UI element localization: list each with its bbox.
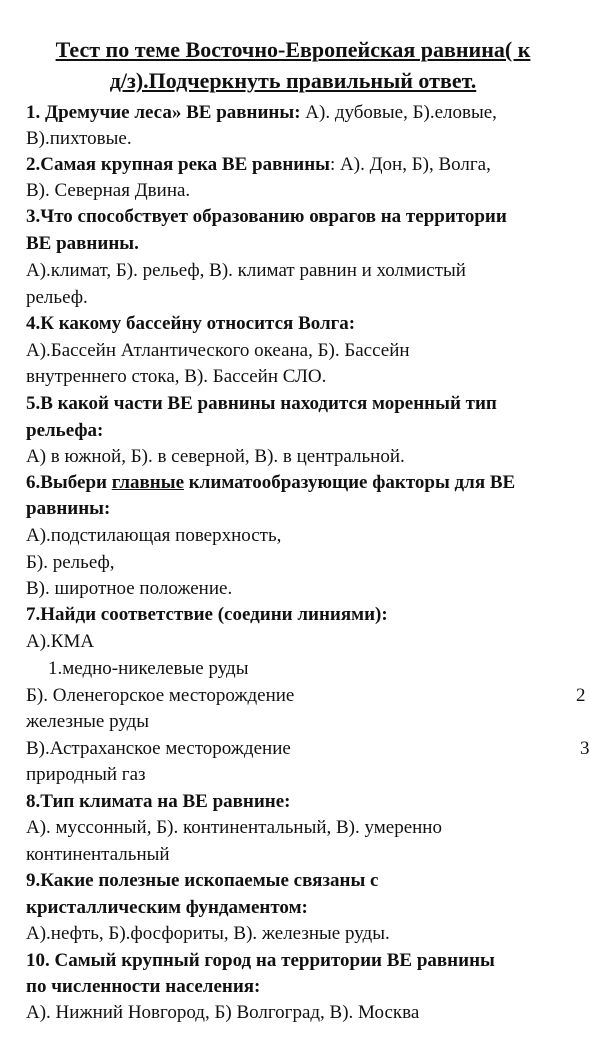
question-6-text-start: 6.Выбери [26, 472, 112, 493]
question-9-text-line-1: 9.Какие полезные ископаемые связаны с [26, 870, 379, 891]
question-2-answers-part-2: В). Северная Двина. [26, 180, 191, 201]
question-7-right-3-text: природный газ [26, 764, 146, 785]
question-1-answers-part-2: В).пихтовые. [26, 128, 132, 149]
question-1-line [26, 101, 497, 125]
question-6-underlined-word: главные [111, 472, 185, 493]
question-10-text-line-1: 10. Самый крупный город на территории ВЕ равнины [26, 950, 495, 971]
question-9-text-line-2: кристаллическим фундаментом: [26, 897, 308, 918]
question-1-answers-part-1: А). дубовые, Б).еловые, [300, 102, 497, 123]
title-line-2: д/з).Подчеркнуть правильный ответ. [109, 68, 477, 93]
question-7-right-2-text: железные руды [26, 711, 150, 732]
question-6-answer-a: А).подстилающая поверхность, [26, 525, 282, 546]
question-9-answers: А).нефть, Б).фосфориты, В). железные руды. [26, 923, 390, 944]
question-2-line [26, 153, 491, 177]
question-8-answers-part-1: А). муссонный, Б). континентальный, В). умеренно [26, 817, 442, 838]
question-7-left-b: Б). Оленегорское месторождение [26, 685, 295, 706]
title-line-1: Тест по теме Восточно-Европейская равнина( к [55, 37, 531, 62]
question-6-answer-c: В). широтное положение. [26, 578, 233, 599]
question-1-text: 1. Дремучие леса» ВЕ равнины: [26, 102, 301, 123]
question-6-answer-b: Б). рельеф, [26, 552, 115, 573]
question-7-right-1: 1.медно-никелевые руды [48, 658, 249, 679]
question-5-text-line-1: 5.В какой части ВЕ равнины находится моренный тип [26, 393, 497, 414]
question-3-answers-part-1: А).климат, Б). рельеф, В). климат равнин и холмистый [26, 260, 466, 281]
question-7-text: 7.Найди соответствие (соедини линиями): [26, 604, 388, 625]
question-4-answers-part-2: внутреннего стока, В). Бассейн СЛО. [26, 366, 327, 387]
question-7-left-c: В).Астраханское месторождение [26, 738, 291, 759]
question-4-answers-part-1: А).Бассейн Атлантического океана, Б). Бассейн [26, 340, 410, 361]
question-6-text-end: климатообразующие факторы для ВЕ [184, 472, 516, 493]
question-3-text-line-1: 3.Что способствует образованию оврагов на территории [26, 206, 507, 227]
question-6-text-line-2: равнины: [26, 498, 111, 519]
question-3-answers-part-2: рельеф. [26, 287, 88, 308]
question-2-answers-part-1: : А). Дон, Б), Волга, [330, 154, 491, 175]
question-6-text-line-1 [26, 471, 515, 495]
question-10-text-line-2: по численности населения: [26, 976, 261, 997]
question-8-text: 8.Тип климата на ВЕ равнине: [26, 791, 291, 812]
question-5-text-line-2: рельефа: [26, 420, 104, 441]
question-7-right-3-number: 3 [580, 738, 590, 759]
question-7-left-a: А).КМА [26, 631, 95, 652]
question-7-right-2-number: 2 [576, 685, 586, 706]
question-5-answers: А) в южной, Б). в северной, В). в центральной. [26, 446, 405, 467]
question-2-text: 2.Самая крупная река ВЕ равнины [26, 154, 331, 175]
question-10-answers: А). Нижний Новгород, Б) Волгоград, В). Москва [26, 1002, 420, 1023]
question-8-answers-part-2: континентальный [26, 844, 170, 865]
question-4-text: 4.К какому бассейну относится Волга: [26, 313, 356, 334]
question-3-text-line-2: ВЕ равнины. [26, 233, 139, 254]
